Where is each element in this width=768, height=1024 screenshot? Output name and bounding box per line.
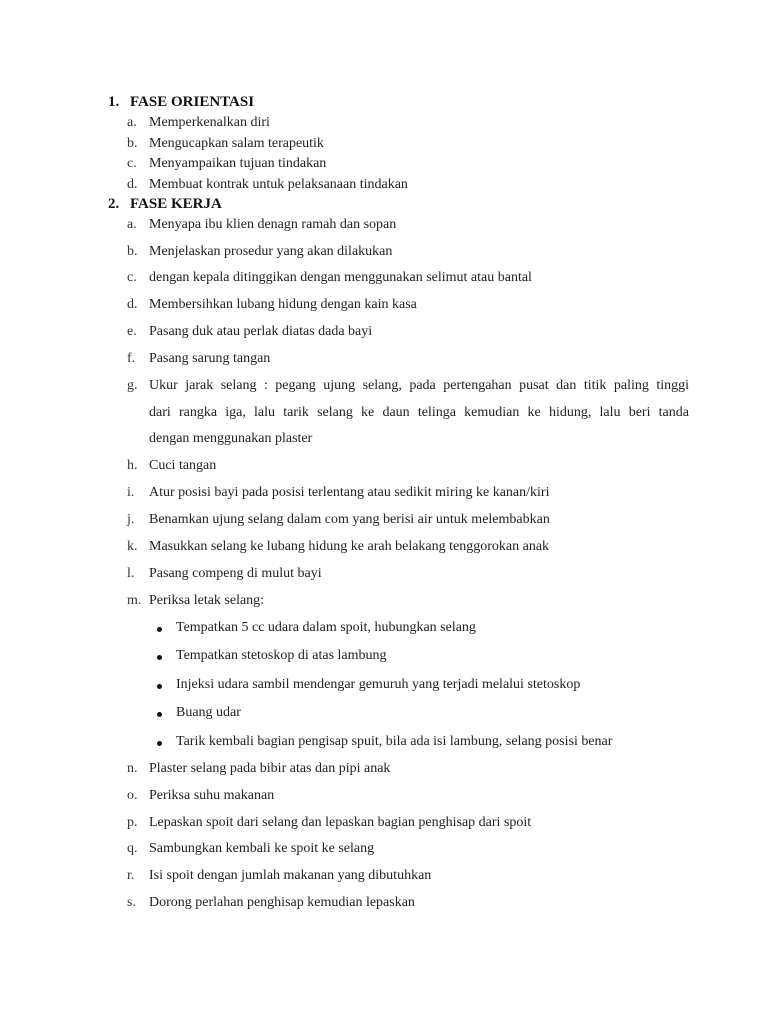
item-letter: d. xyxy=(127,177,138,192)
bullet-dot xyxy=(157,712,162,717)
item-letter: f. xyxy=(127,351,136,366)
section-heading-1 xyxy=(108,94,254,111)
item-text: Ukur jarak selang : pegang ujung selang, pada pertengahan pusat dan titik paling tinggi xyxy=(149,378,689,393)
item-text-continuation: dengan menggunakan plaster xyxy=(149,431,313,446)
item-letter: a. xyxy=(127,217,137,232)
item-letter: i. xyxy=(127,485,135,500)
item-text: Benamkan ujung selang dalam com yang berisi air untuk melembabkan xyxy=(149,512,550,527)
item-letter: j. xyxy=(127,512,135,527)
item-text: Lepaskan spoit dari selang dan lepaskan bagian penghisap dari spoit xyxy=(149,815,532,830)
item-letter: d. xyxy=(127,297,138,312)
item-letter: c. xyxy=(127,270,137,285)
item-text: Atur posisi bayi pada posisi terlentang atau sedikit miring ke kanan/kiri xyxy=(149,485,550,500)
item-text: Periksa letak selang: xyxy=(149,593,265,608)
item-text: Periksa suhu makanan xyxy=(149,788,275,803)
bullet-dot xyxy=(157,655,162,660)
item-text: Mengucapkan salam terapeutik xyxy=(149,136,324,151)
section-heading-2 xyxy=(108,196,222,213)
item-text: Cuci tangan xyxy=(149,458,217,473)
item-text: Pasang compeng di mulut bayi xyxy=(149,566,322,581)
item-text: Menyampaikan tujuan tindakan xyxy=(149,156,327,171)
item-letter: c. xyxy=(127,156,137,171)
bullet-text: Tempatkan stetoskop di atas lambung xyxy=(176,648,387,663)
item-text-continuation: dari rangka iga, lalu tarik selang ke daun telinga kemudian ke hidung, lalu beri tanda xyxy=(149,405,689,420)
bullet-text: Buang udar xyxy=(176,705,241,720)
item-letter: b. xyxy=(127,244,138,259)
bullet-dot xyxy=(157,627,162,632)
item-letter: k. xyxy=(127,539,138,554)
item-letter: m. xyxy=(127,593,142,608)
item-text: Pasang sarung tangan xyxy=(149,351,271,366)
item-letter: q. xyxy=(127,841,138,856)
section-number: 1. xyxy=(108,94,120,110)
bullet-text: Tarik kembali bagian pengisap spuit, bila ada isi lambung, selang posisi benar xyxy=(176,734,613,749)
item-letter: s. xyxy=(127,895,136,910)
item-text: Pasang duk atau perlak diatas dada bayi xyxy=(149,324,373,339)
item-text: Masukkan selang ke lubang hidung ke arah belakang tenggorokan anak xyxy=(149,539,550,554)
item-text: Membuat kontrak untuk pelaksanaan tindakan xyxy=(149,177,408,192)
item-letter: n. xyxy=(127,761,138,776)
item-text: Isi spoit dengan jumlah makanan yang dibutuhkan xyxy=(149,868,432,883)
item-text: Sambungkan kembali ke spoit ke selang xyxy=(149,841,375,856)
section-number: 2. xyxy=(108,196,120,212)
item-text: Plaster selang pada bibir atas dan pipi anak xyxy=(149,761,391,776)
section-title: FASE ORIENTASI xyxy=(130,94,255,110)
bullet-dot xyxy=(157,741,162,746)
item-letter: b. xyxy=(127,136,138,151)
section-title: FASE KERJA xyxy=(130,196,222,212)
item-text: Memperkenalkan diri xyxy=(149,115,270,130)
item-text: dengan kepala ditinggikan dengan menggunakan selimut atau bantal xyxy=(149,270,532,285)
item-letter: h. xyxy=(127,458,138,473)
item-letter: r. xyxy=(127,868,135,883)
bullet-dot xyxy=(157,684,162,689)
item-letter: o. xyxy=(127,788,138,803)
item-letter: l. xyxy=(127,566,135,581)
item-letter: e. xyxy=(127,324,137,339)
item-text: Membersihkan lubang hidung dengan kain kasa xyxy=(149,297,417,312)
item-letter: p. xyxy=(127,815,138,830)
item-text: Menyapa ibu klien denagn ramah dan sopan xyxy=(149,217,397,232)
item-letter: g. xyxy=(127,378,138,393)
bullet-text: Tempatkan 5 cc udara dalam spoit, hubungkan selang xyxy=(176,620,476,635)
item-letter: a. xyxy=(127,115,137,130)
item-text: Dorong perlahan penghisap kemudian lepaskan xyxy=(149,895,415,910)
item-text: Menjelaskan prosedur yang akan dilakukan xyxy=(149,244,393,259)
bullet-text: Injeksi udara sambil mendengar gemuruh yang terjadi melalui stetoskop xyxy=(176,677,581,692)
